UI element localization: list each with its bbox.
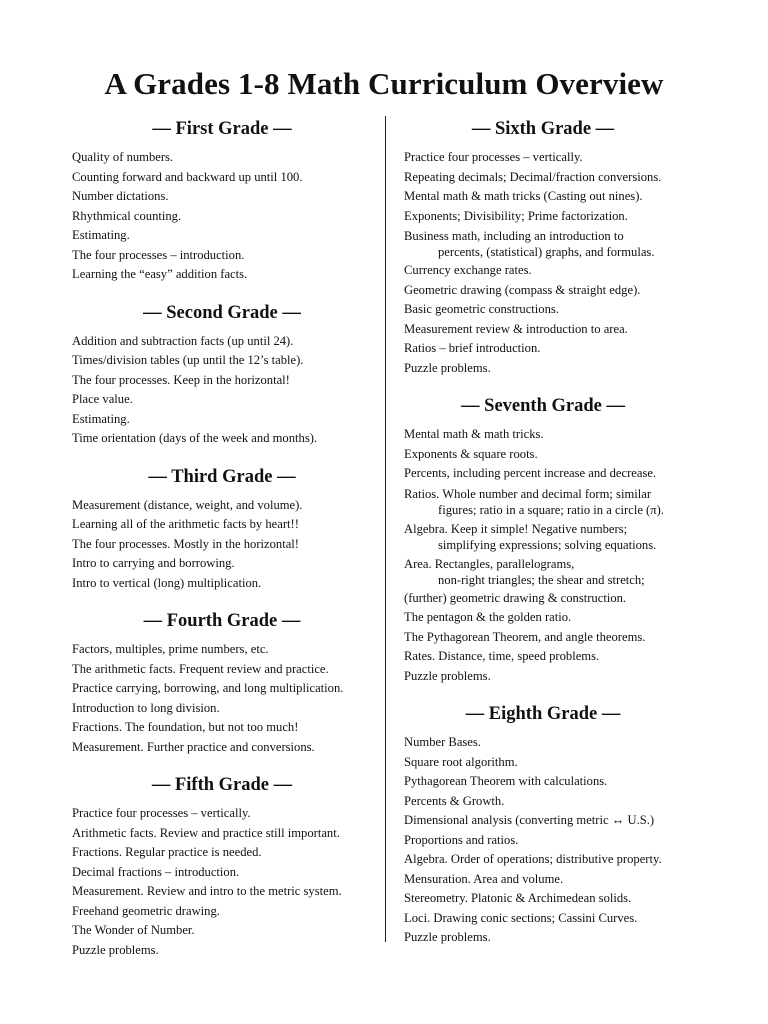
topic-text: Rates. Distance, time, speed problems. bbox=[404, 649, 600, 663]
topic-item bbox=[404, 281, 734, 301]
topic-text: Mental math & math tricks. bbox=[404, 427, 544, 441]
fourth-grade-section bbox=[72, 608, 372, 757]
topic-item bbox=[404, 608, 734, 628]
topic-text: Learning all of the arithmetic facts by heart!! bbox=[72, 517, 299, 531]
eighth-grade-heading: — Eighth Grade — bbox=[465, 704, 621, 724]
fourth-grade-topic-list bbox=[72, 640, 372, 757]
topic-text-continuation: non-right triangles; the shear and stretch; bbox=[438, 572, 645, 587]
topic-item bbox=[404, 647, 734, 667]
topic-item bbox=[72, 804, 372, 824]
topic-item bbox=[72, 738, 372, 758]
topic-item bbox=[404, 554, 734, 589]
first-grade-heading: — First Grade — bbox=[152, 119, 292, 139]
topic-item bbox=[404, 589, 734, 609]
topic-item bbox=[72, 679, 372, 699]
topic-item bbox=[404, 207, 734, 227]
topic-item bbox=[72, 351, 372, 371]
topic-item bbox=[72, 148, 372, 168]
topic-item bbox=[404, 909, 734, 929]
topic-text: Rhythmical counting. bbox=[72, 208, 182, 223]
fifth-grade-heading: — Fifth Grade — bbox=[151, 775, 293, 795]
topic-item bbox=[72, 371, 372, 391]
topic-item bbox=[72, 843, 372, 863]
topic-text: Arithmetic facts. Review and practice still important. bbox=[72, 825, 340, 840]
topic-text: Quality of numbers. bbox=[72, 150, 174, 164]
seventh-grade-heading: — Seventh Grade — bbox=[461, 396, 625, 416]
page-title: A Grades 1-8 Math Curriculum Overview bbox=[104, 66, 664, 101]
topic-item bbox=[72, 390, 372, 410]
topic-text: Intro to carrying and borrowing. bbox=[72, 556, 235, 570]
topic-item bbox=[72, 863, 372, 883]
topic-text: The Wonder of Number. bbox=[72, 923, 195, 937]
topic-text: Proportions and ratios. bbox=[404, 832, 519, 847]
topic-item bbox=[72, 941, 372, 961]
third-grade-section bbox=[72, 464, 372, 594]
topic-item bbox=[404, 300, 734, 320]
right-column bbox=[404, 116, 734, 948]
topic-text: Fractions. Regular practice is needed. bbox=[72, 845, 262, 859]
topic-item bbox=[404, 628, 734, 648]
seventh-grade-topic-list bbox=[404, 425, 734, 686]
topic-text: Currency exchange rates. bbox=[404, 263, 532, 277]
topic-text: Puzzle problems. bbox=[72, 942, 159, 957]
sixth-grade-topic-list bbox=[404, 148, 734, 378]
topic-item bbox=[72, 640, 372, 660]
seventh-grade-section bbox=[404, 393, 734, 686]
topic-item bbox=[72, 226, 372, 246]
topic-item bbox=[404, 733, 734, 753]
topic-text: The four processes. Mostly in the horizontal! bbox=[72, 536, 299, 551]
topic-item bbox=[404, 261, 734, 281]
topic-text: Practice four processes – vertically. bbox=[72, 806, 251, 820]
topic-item bbox=[72, 554, 372, 574]
sixth-grade-section bbox=[404, 116, 734, 378]
topic-text: (further) geometric drawing & construction. bbox=[404, 590, 627, 605]
fourth-grade-heading: — Fourth Grade — bbox=[143, 611, 301, 631]
topic-text: Geometric drawing (compass & straight edge). bbox=[404, 282, 641, 297]
topic-text-continuation: figures; ratio in a square; ratio in a circle (π). bbox=[438, 502, 664, 517]
topic-item bbox=[404, 168, 734, 188]
topic-item bbox=[72, 718, 372, 738]
topic-item bbox=[404, 425, 734, 445]
topic-item bbox=[404, 187, 734, 207]
topic-item bbox=[404, 320, 734, 340]
topic-text: Exponents & square roots. bbox=[404, 446, 538, 461]
topic-text: Times/division tables (up until the 12’s table). bbox=[72, 353, 304, 367]
topic-text: Measurement. Further practice and conversions. bbox=[72, 739, 315, 754]
topic-text: The pentagon & the golden ratio. bbox=[404, 610, 572, 624]
eighth-grade-section bbox=[404, 701, 734, 948]
topic-item bbox=[404, 464, 734, 484]
topic-text: Addition and subtraction facts (up until 24). bbox=[72, 333, 294, 348]
second-grade-section bbox=[72, 300, 372, 449]
topic-item bbox=[72, 187, 372, 207]
topic-text: Square root algorithm. bbox=[404, 754, 518, 769]
column-divider bbox=[385, 116, 386, 942]
topic-item bbox=[72, 824, 372, 844]
topic-text: Ratios – brief introduction. bbox=[404, 341, 541, 355]
topic-text: Percents & Growth. bbox=[404, 793, 505, 808]
topic-text: Algebra. Keep it simple! Negative numbers; bbox=[404, 521, 628, 536]
topic-text: Decimal fractions – introduction. bbox=[72, 864, 240, 879]
topic-text: Learning the “easy” addition facts. bbox=[72, 267, 248, 281]
topic-item bbox=[72, 921, 372, 941]
topic-text: Puzzle problems. bbox=[404, 668, 491, 683]
left-column bbox=[72, 116, 372, 960]
topic-text: Introduction to long division. bbox=[72, 700, 220, 715]
topic-text: Intro to vertical (long) multiplication. bbox=[72, 575, 262, 590]
topic-item bbox=[404, 889, 734, 909]
third-grade-heading: — Third Grade — bbox=[148, 466, 296, 487]
first-grade-section bbox=[72, 116, 372, 285]
topic-text: Dimensional analysis (converting metric ↔ U.S.) bbox=[404, 813, 655, 827]
topic-item bbox=[72, 168, 372, 188]
topic-text: Percents, including percent increase and decrease. bbox=[404, 466, 657, 480]
topic-item bbox=[404, 870, 734, 890]
topic-item bbox=[72, 265, 372, 285]
topic-text: Place value. bbox=[72, 392, 133, 406]
topic-text: Counting forward and backward up until 100. bbox=[72, 169, 303, 184]
topic-text: Practice carrying, borrowing, and long multiplication. bbox=[72, 681, 344, 695]
topic-item bbox=[404, 484, 734, 519]
topic-text: Pythagorean Theorem with calculations. bbox=[404, 774, 608, 788]
topic-item bbox=[72, 332, 372, 352]
topic-text: Freehand geometric drawing. bbox=[72, 903, 220, 918]
topic-text: Puzzle problems. bbox=[404, 360, 491, 375]
topic-item bbox=[404, 792, 734, 812]
topic-text: Measurement (distance, weight, and volume). bbox=[72, 497, 303, 512]
second-grade-topic-list bbox=[72, 332, 372, 449]
topic-item bbox=[72, 496, 372, 516]
topic-item bbox=[404, 359, 734, 379]
topic-item bbox=[72, 574, 372, 594]
eighth-grade-topic-list bbox=[404, 733, 734, 948]
topic-item bbox=[404, 772, 734, 792]
topic-item bbox=[72, 429, 372, 449]
topic-text: Estimating. bbox=[72, 228, 130, 242]
topic-text: Area. Rectangles, parallelograms, bbox=[404, 556, 575, 571]
topic-text: Measurement. Review and intro to the metric system. bbox=[72, 884, 342, 898]
third-grade-topic-list bbox=[72, 496, 372, 594]
topic-item bbox=[72, 902, 372, 922]
topic-text: Factors, multiples, prime numbers, etc. bbox=[72, 642, 269, 656]
topic-item bbox=[404, 753, 734, 773]
topic-text: Ratios. Whole number and decimal form; similar bbox=[404, 486, 652, 501]
topic-text: The arithmetic facts. Frequent review and practice. bbox=[72, 661, 329, 676]
topic-item bbox=[404, 850, 734, 870]
second-grade-heading: — Second Grade — bbox=[143, 302, 301, 323]
topic-text: Fractions. The foundation, but not too much! bbox=[72, 720, 299, 734]
topic-text: Mental math & math tricks (Casting out nines). bbox=[404, 189, 643, 203]
topic-text: Number dictations. bbox=[72, 189, 169, 203]
topic-text: Time orientation (days of the week and months). bbox=[72, 431, 318, 445]
topic-item bbox=[72, 410, 372, 430]
topic-item bbox=[404, 831, 734, 851]
topic-item bbox=[72, 699, 372, 719]
topic-item bbox=[404, 811, 734, 831]
topic-text-continuation: simplifying expressions; solving equations. bbox=[438, 537, 657, 552]
sixth-grade-heading: — Sixth Grade — bbox=[471, 119, 615, 139]
first-grade-topic-list bbox=[72, 148, 372, 285]
topic-item bbox=[72, 246, 372, 266]
topic-text: The Pythagorean Theorem, and angle theorems. bbox=[404, 629, 646, 644]
fifth-grade-section bbox=[72, 772, 372, 960]
topic-item bbox=[72, 515, 372, 535]
topic-text: Stereometry. Platonic & Archimedean solids. bbox=[404, 891, 632, 905]
topic-item bbox=[404, 226, 734, 261]
topic-text: Estimating. bbox=[72, 411, 130, 426]
topic-text: Exponents; Divisibility; Prime factorization. bbox=[404, 208, 628, 223]
fifth-grade-topic-list bbox=[72, 804, 372, 960]
topic-item bbox=[404, 339, 734, 359]
topic-item bbox=[72, 660, 372, 680]
topic-text: Business math, including an introduction to bbox=[404, 229, 624, 243]
topic-text: The four processes – introduction. bbox=[72, 247, 245, 262]
topic-text: Number Bases. bbox=[404, 735, 481, 749]
topic-text: Repeating decimals; Decimal/fraction conversions. bbox=[404, 169, 662, 184]
topic-item bbox=[404, 148, 734, 168]
topic-item bbox=[72, 207, 372, 227]
topic-text: Puzzle problems. bbox=[404, 930, 491, 944]
topic-item bbox=[404, 445, 734, 465]
topic-item bbox=[72, 882, 372, 902]
topic-item bbox=[72, 535, 372, 555]
topic-text: Practice four processes – vertically. bbox=[404, 150, 583, 164]
topic-text-continuation: percents, (statistical) graphs, and formulas. bbox=[438, 245, 655, 259]
topic-item bbox=[404, 928, 734, 948]
topic-text: The four processes. Keep in the horizontal! bbox=[72, 372, 290, 387]
topic-text: Algebra. Order of operations; distributive property. bbox=[404, 852, 662, 866]
topic-text: Basic geometric constructions. bbox=[404, 302, 559, 316]
topic-item bbox=[404, 667, 734, 687]
topic-text: Loci. Drawing conic sections; Cassini Curves. bbox=[404, 910, 638, 925]
topic-text: Mensuration. Area and volume. bbox=[404, 871, 564, 886]
topic-text: Measurement review & introduction to area. bbox=[404, 321, 628, 336]
topic-item bbox=[404, 519, 734, 554]
